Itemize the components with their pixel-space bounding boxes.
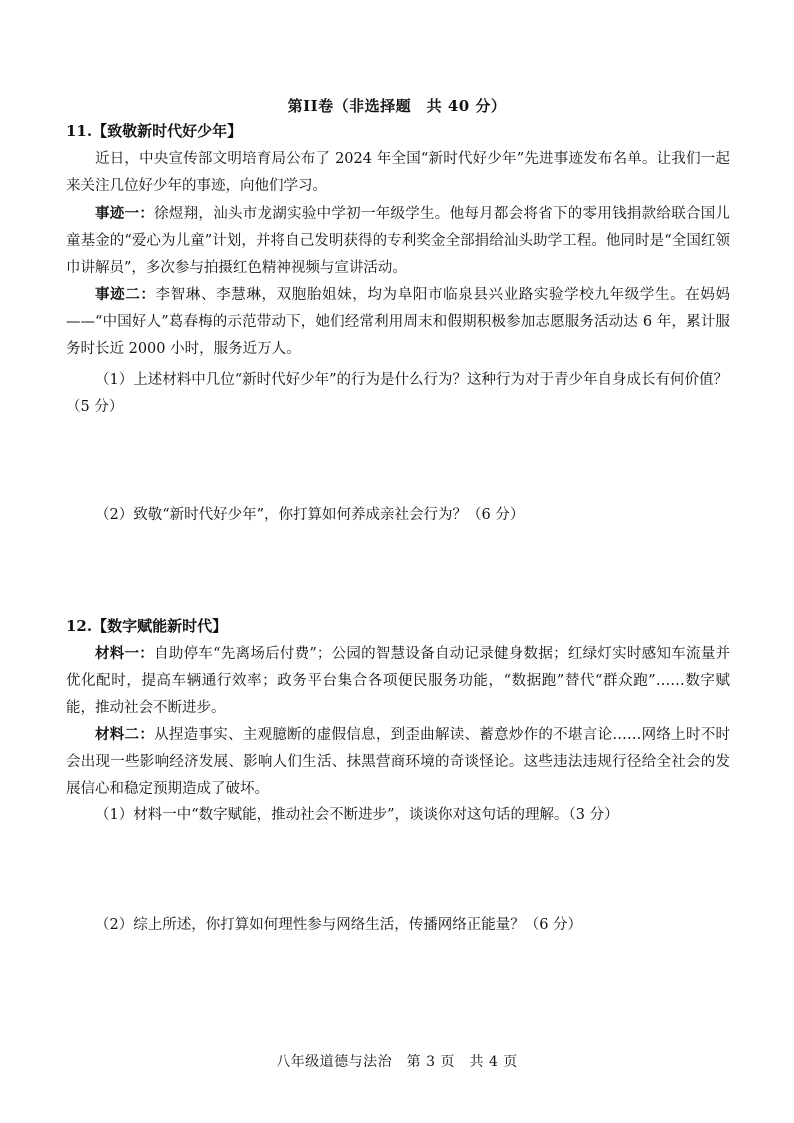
material-2-label: 材料二： [95,726,155,743]
question-11-story-2 [66,281,730,363]
question-11-sub-1: （1）上述材料中几位“新时代好少年”的行为是什么行为？这种行为对于青少年自身成长有何价值？（5 分） [66,372,729,415]
question-12-heading: 12.【数字赋能新时代】 [66,617,228,635]
material-1-label: 材料一： [95,645,155,662]
material-2-text: 从捏造事实、主观臆断的虚假信息，到歪曲解读、蓄意炒作的不堪言论……网络上时不时会出现一些影响经济发展、影响人们生活、抹黑营商环境的奇谈怪论。这些违法违规行径给全社会的发展信心和稳定预期造成了破坏。 [66,727,730,797]
question-11-sub-2: （2）致敬“新时代好少年”，你打算如何养成亲社会行为？（6 分） [95,507,525,523]
story-1-text: 徐煜翔，汕头市龙湖实验中学初一年级学生。他每月都会将省下的零用钱捐款给联合国儿童基金的“爱心为儿童”计划，并将自己发明获得的专利奖金全部捐给汕头助学工程。他同时是“全国红领巾讲解员”，多次参与拍摄红色精神视频与宣讲活动。 [66,206,731,276]
material-1-text: 自助停车“先离场后付费”；公园的智慧设备自动记录健身数据；红绿灯实时感知车流量并优化配时，提高车辆通行效率；政务平台集合各项便民服务功能，“数据跑”替代“群众跑”……数字赋能，推动社会不断进步。 [66,646,731,716]
question-12-sub-2: （2）综上所述，你打算如何理性参与网络生活，传播网络正能量？（6 分） [95,917,583,933]
story-2-text: 李智琳、李慧琳，双胞胎姐妹，均为阜阳市临泉县兴业路实验学校九年级学生。在妈妈——“中国好人”葛春梅的示范带动下，她们经常利用周末和假期积极参加志愿服务活动达 6 年，累计服务时长近 2000 小时，服务近万人。 [66,287,731,357]
story-2-label: 事迹二： [95,286,156,303]
question-11-intro: 近日，中央宣传部文明培育局公布了 2024 年全国“新时代好少年”先进事迹发布名单。让我们一起来关注几位好少年的事迹，向他们学习。 [66,151,730,194]
story-1-label: 事迹一： [95,205,155,222]
page-footer: 八年级道德与法治 第 3 页 共 4 页 [276,1054,518,1070]
question-11-story-1 [66,200,730,282]
question-12-material-1 [66,640,730,722]
question-11-heading: 11.【致敬新时代好少年】 [66,122,243,140]
question-12-material-2 [66,721,730,803]
question-12-sub-1: （1）材料一中“数字赋能，推动社会不断进步”，谈谈你对这句话的理解。（3 分） [95,807,619,823]
section-title: 第II卷（非选择题 共 40 分） [287,97,507,115]
